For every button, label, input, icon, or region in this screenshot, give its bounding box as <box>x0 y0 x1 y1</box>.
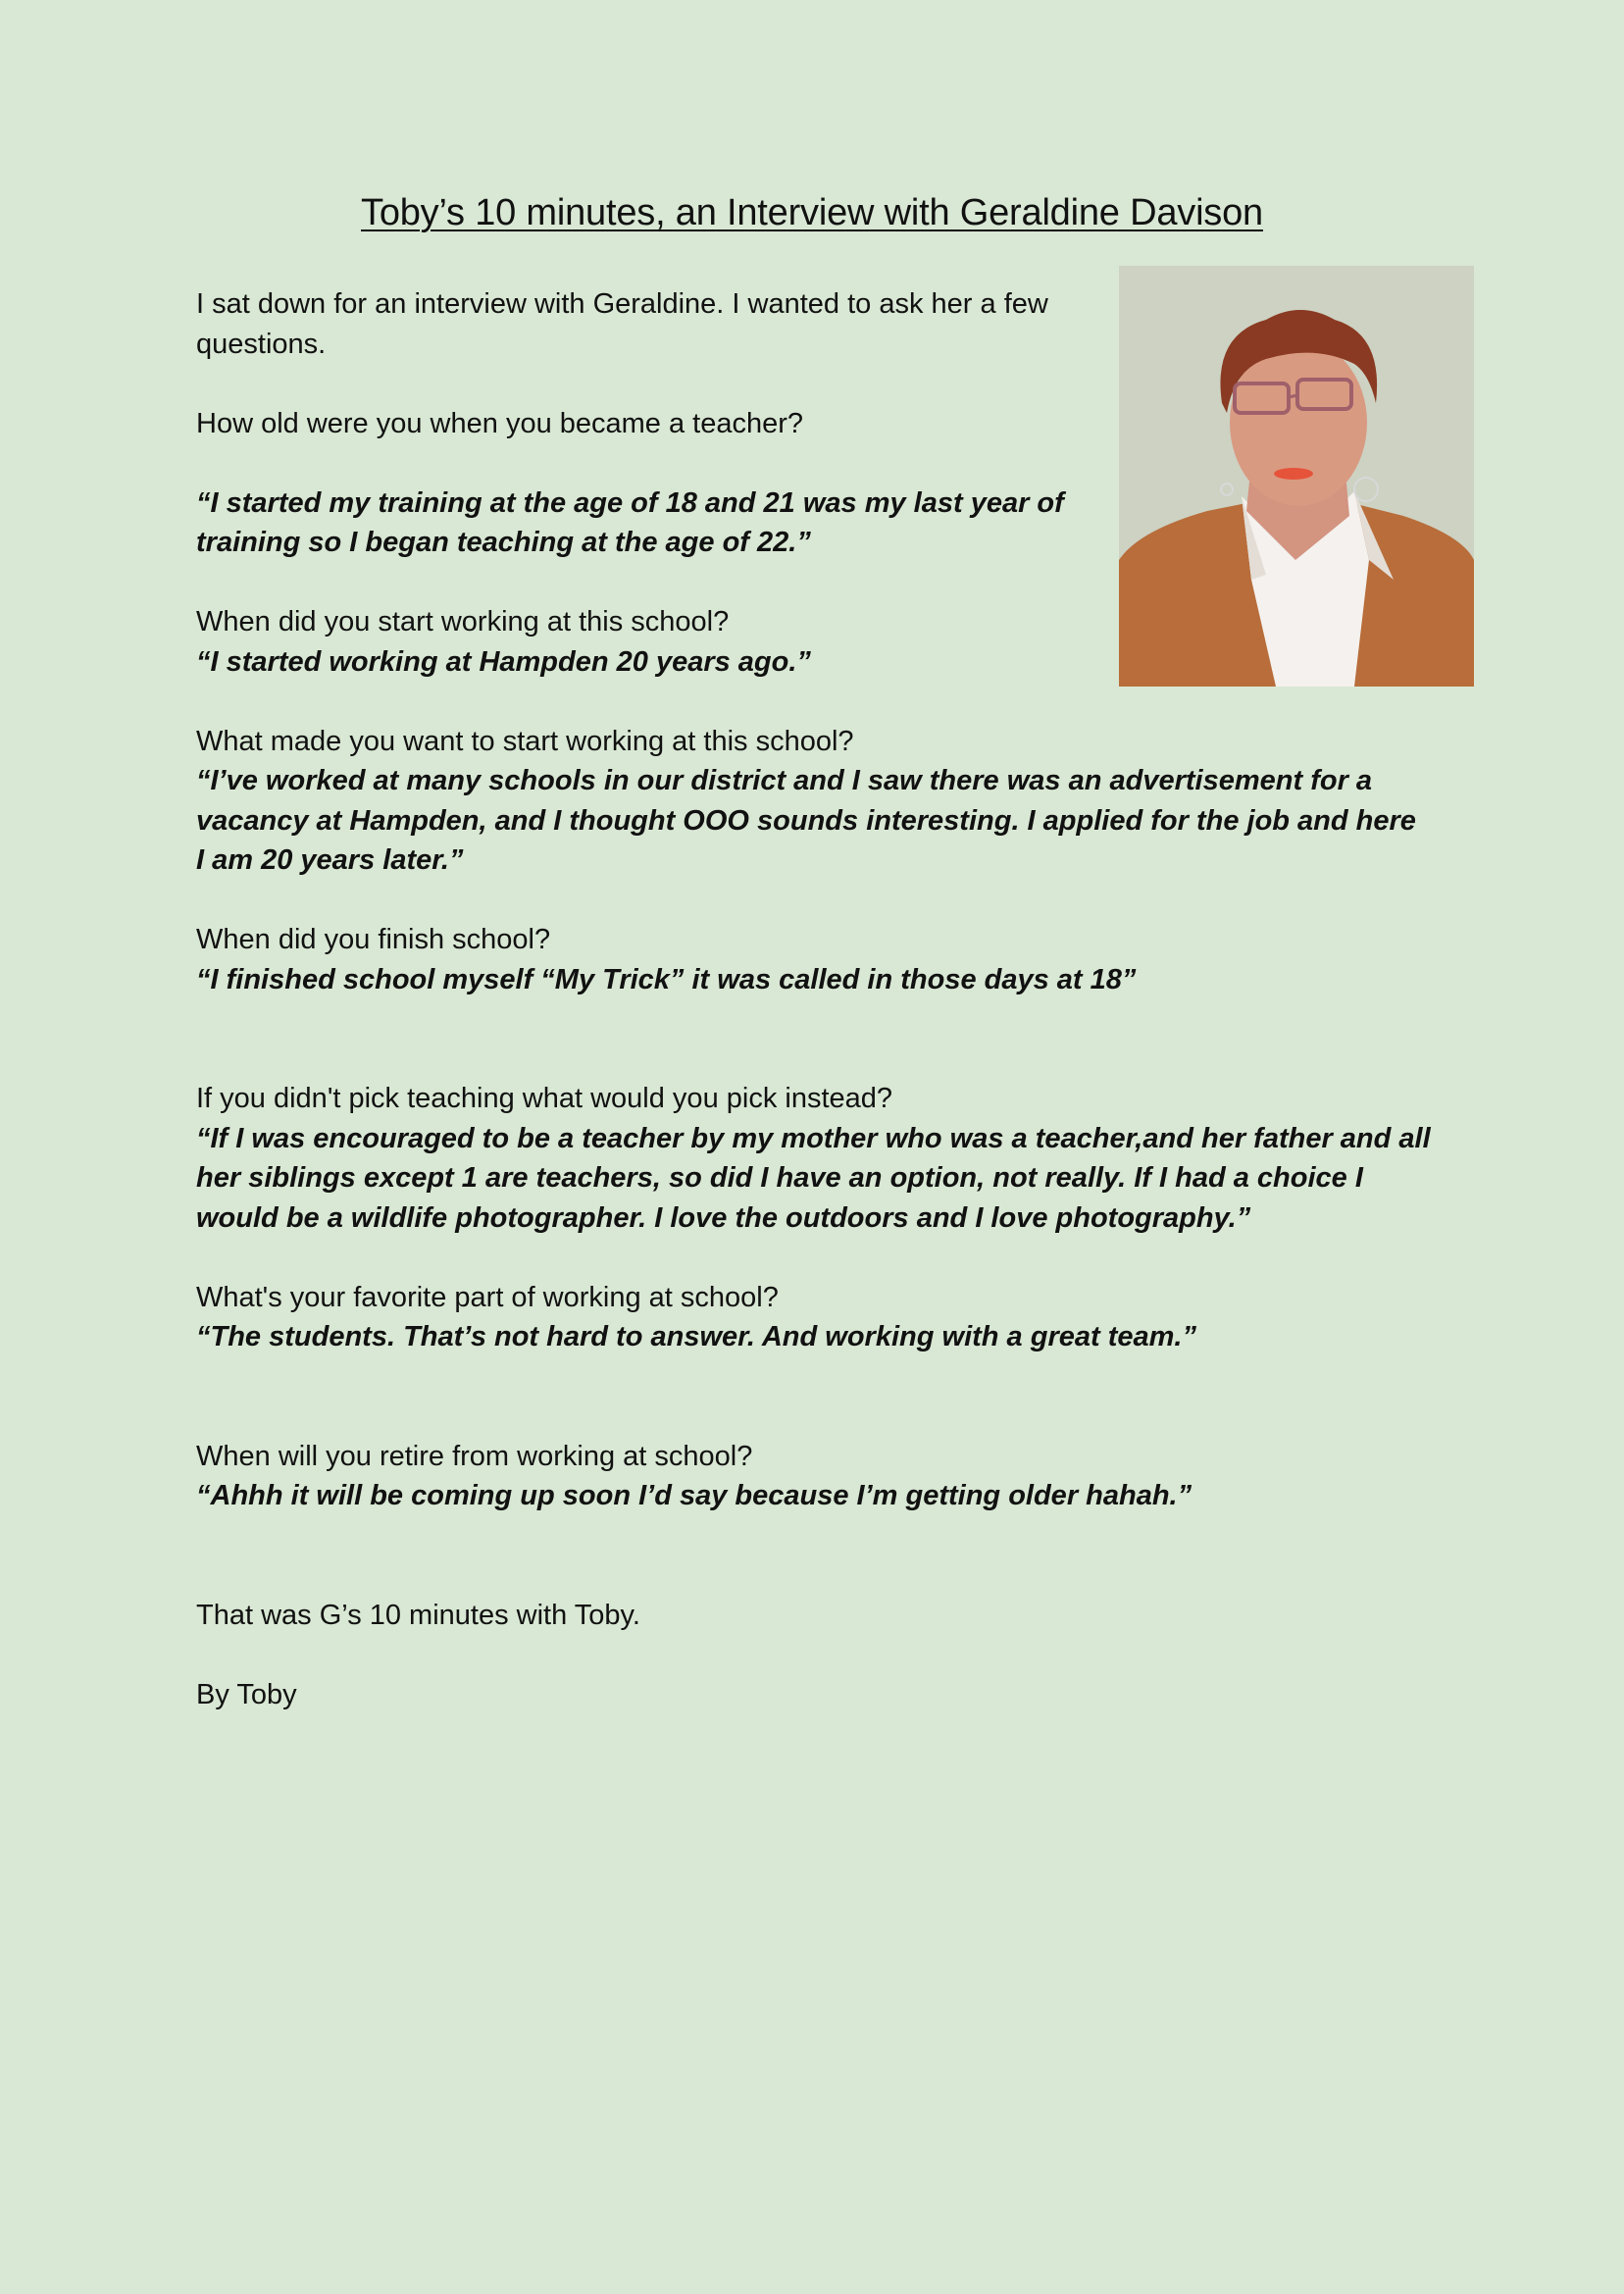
question-2: When did you start working at this school? <box>196 606 730 637</box>
answer-3: “I’ve worked at many schools in our district and I saw there was an advertisement for a vacancy at Hampden, and I thought OOO sounds interesting. I applied for the job and here I am 20 years later.” <box>196 765 1416 876</box>
answer-5: “If I was encouraged to be a teacher by my mother who was a teacher,and her father and all her siblings except 1 are teachers, so did I have an option, not really. If I had a choice I would be a wildlife photographer. I love the outdoors and I love photography.” <box>196 1122 1431 1234</box>
answer-7: “Ahhh it will be coming up soon I’d say because I’m getting older hahah.” <box>196 1480 1193 1511</box>
question-6: What's your favorite part of working at school? <box>196 1281 779 1313</box>
answer-2: “I started working at Hampden 20 years ago.” <box>196 645 811 678</box>
intro-paragraph: I sat down for an interview with Geraldine. I wanted to ask her a few questions. <box>196 288 1048 360</box>
question-1: How old were you when you became a teacher? <box>196 407 804 439</box>
interview-body <box>196 284 1471 1714</box>
question-3: What made you want to start working at this school? <box>196 725 854 757</box>
question-5: If you didn't pick teaching what would you pick instead? <box>196 1083 893 1114</box>
answer-6: “The students. That’s not hard to answer. And working with a great team.” <box>196 1321 1196 1352</box>
answer-4: “I finished school myself “My Trick” it was called in those days at 18” <box>196 963 1137 995</box>
question-7: When will you retire from working at school? <box>196 1440 753 1472</box>
question-4: When did you finish school? <box>196 924 551 955</box>
closing-line: That was G’s 10 minutes with Toby. <box>196 1599 640 1631</box>
answer-1: “I started my training at the age of 18 and 21 was my last year of training so I began teaching at the age of 22.” <box>196 486 1064 558</box>
byline: By Toby <box>196 1678 297 1710</box>
page-title: Toby’s 10 minutes, an Interview with Geraldine Davison <box>361 192 1263 233</box>
